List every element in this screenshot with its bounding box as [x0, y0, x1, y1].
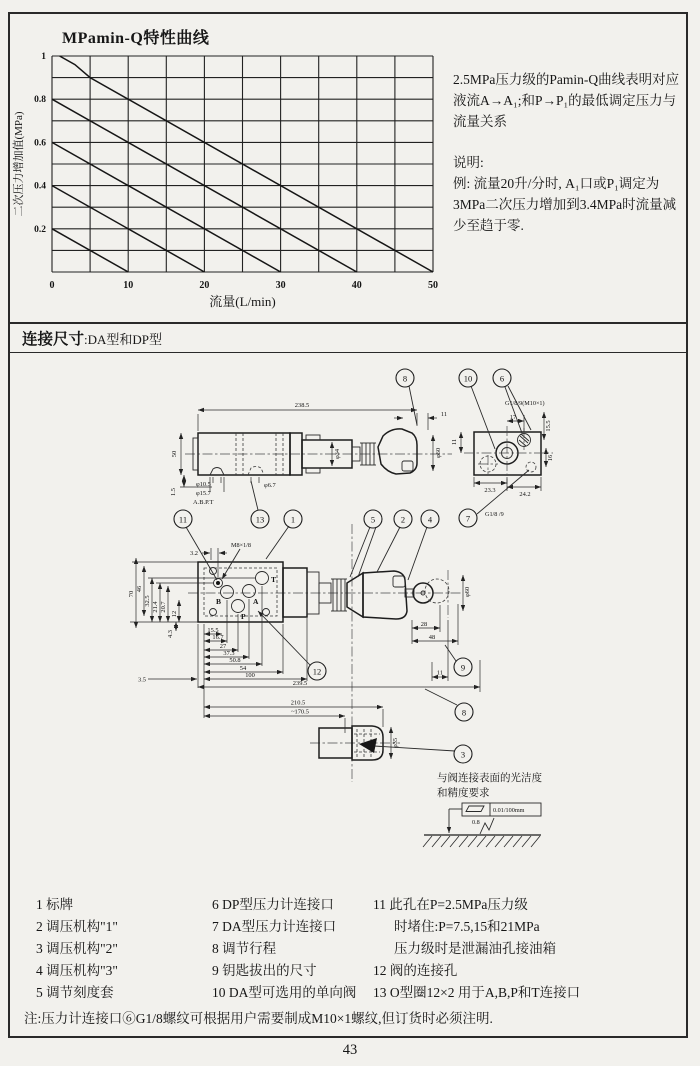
balloon-8 — [396, 369, 414, 387]
port-letter: B — [216, 597, 222, 606]
chart-title: MPamin-Q特性曲线 — [62, 30, 210, 47]
dim-label: 28 — [420, 621, 428, 628]
dim-label: φ10.5 — [196, 481, 211, 488]
description-paragraph: 2.5MPa压力级的Pamin-Q曲线表明对应液流A→A₁;和P→P₁的最低调定压力与流量关系 — [453, 72, 680, 129]
balloon-3 — [454, 745, 472, 763]
dim-label: 11 — [436, 669, 444, 677]
balloon-callouts — [174, 369, 511, 763]
legend-item: 2 调压机构"1" — [36, 919, 118, 934]
svg-text:40: 40 — [351, 280, 362, 291]
svg-text:11: 11 — [178, 514, 188, 525]
legend-item: 时堵住:P=7.5,15和21MPa — [394, 919, 540, 934]
svg-text:0: 0 — [49, 280, 55, 291]
surface-note-line2: 和精度要求 — [437, 788, 490, 799]
svg-text:10: 10 — [123, 280, 134, 291]
dim-label: 4.3 — [167, 630, 174, 638]
svg-text:2: 2 — [400, 514, 406, 525]
balloon-2 — [394, 510, 412, 528]
dim-label: 15.5 — [207, 627, 219, 634]
dim-label: 24.2 — [519, 491, 531, 498]
legend-item: 3 调压机构"2" — [36, 941, 118, 956]
flatness-value: 0.01/100mm — [493, 807, 525, 814]
dim-label: 239.5 — [292, 680, 308, 687]
dimension-drawing — [0, 353, 700, 893]
svg-text:5: 5 — [370, 514, 376, 525]
dim-label: 20.7 — [160, 601, 167, 613]
svg-text:12: 12 — [312, 666, 322, 677]
svg-text:7: 7 — [465, 513, 471, 524]
legend-item: 6 DP型压力计连接口 — [212, 897, 334, 912]
legend-column-1 — [36, 894, 118, 1004]
balloon-4 — [421, 510, 439, 528]
dim-label: 17 — [509, 414, 517, 421]
footnote: 注:压力计连接口⑥G1/8螺纹可根据用户需要制成M10×1螺纹,但订货时必须注明. — [24, 1011, 493, 1026]
dim-label: 48 — [428, 634, 436, 641]
balloon-9 — [454, 658, 472, 676]
balloon-1 — [284, 510, 302, 528]
dim-label: 32.5 — [144, 595, 151, 607]
dim-label: 15.5 — [545, 420, 552, 432]
dim-label: 12 — [171, 610, 178, 618]
dim-label: 3.2 — [190, 550, 198, 557]
dim-label: 11 — [440, 411, 448, 418]
note-body: 例: 流量20升/分时, A₁口或P₁调定为3MPa二次压力增加到3.4MPa时流量减少至趋于零. — [453, 175, 677, 233]
dim-label: 16.7 — [212, 634, 224, 641]
surface-finish-note — [423, 771, 542, 847]
dim-label: 37.3 — [223, 650, 235, 657]
dim-label: 46 — [136, 585, 143, 593]
dim-label: φ34 — [334, 448, 341, 460]
legend-item: 4 调压机构"3" — [36, 963, 118, 978]
dim-label: 16 — [547, 454, 554, 462]
legend-item: 1 标牌 — [36, 897, 74, 912]
middle-top-view — [128, 524, 480, 782]
bottom-detail-view — [310, 709, 455, 760]
balloon-11 — [174, 510, 192, 528]
dim-label: 54 — [239, 665, 247, 672]
legend-column-3 — [373, 894, 580, 1004]
legend-item: 9 钥匙拔出的尺寸 — [212, 963, 317, 978]
svg-text:50: 50 — [428, 280, 438, 291]
dim-label: 50 — [171, 450, 178, 458]
section-subtitle: :DA型和DP型 — [84, 331, 163, 347]
note-title: 说明: — [453, 154, 484, 170]
dim-label: A.B.P.T — [193, 499, 214, 506]
dim-label: 3.5 — [138, 676, 146, 684]
dim-label: 23.3 — [484, 487, 496, 494]
svg-text:0.8: 0.8 — [34, 95, 46, 106]
balloon-5 — [364, 510, 382, 528]
dim-label: 27 — [219, 643, 227, 650]
dim-label: 210.5 — [290, 699, 306, 707]
thread-label: G1/8/9(M10×1) — [505, 400, 545, 407]
dim-label: φ15.7 — [196, 490, 211, 497]
balloon-12 — [308, 662, 326, 680]
chart-description — [453, 70, 689, 236]
svg-text:9: 9 — [460, 662, 466, 673]
section-title: 连接尺寸 — [22, 331, 85, 348]
thread-label: G1/8 /9 — [485, 511, 504, 518]
section-header — [8, 322, 688, 353]
dim-label: 100 — [245, 672, 255, 679]
svg-text:3: 3 — [460, 749, 466, 760]
dim-label: ~170.5 — [291, 708, 309, 716]
legend-item: 11 此孔在P=2.5MPa压力级 — [373, 897, 528, 912]
dim-label: 1.5 — [170, 488, 177, 496]
svg-text:10: 10 — [463, 373, 473, 384]
balloon-10 — [459, 369, 477, 387]
dim-label: 11 — [451, 438, 458, 446]
dim-label: 238.5 — [294, 402, 310, 409]
legend-item: 10 DA型可选用的单向阀 — [212, 985, 357, 1000]
top-side-view — [170, 402, 452, 506]
legend-item: 压力级时是泄漏油孔接油箱 — [394, 941, 556, 956]
dim-label: φ6.7 — [264, 482, 276, 489]
roughness-value: 0.8 — [472, 819, 480, 826]
dim-label: 70 — [128, 590, 135, 598]
dim-label: 21.4 — [152, 601, 159, 613]
dim-label: φ60 — [464, 586, 471, 598]
balloon-8b — [455, 703, 473, 721]
svg-text:8: 8 — [402, 373, 408, 384]
legend-item: 7 DA型压力计连接口 — [212, 919, 337, 934]
svg-text:6: 6 — [499, 373, 505, 384]
port-end-view — [451, 386, 554, 518]
svg-text:0.4: 0.4 — [34, 181, 46, 192]
svg-text:30: 30 — [275, 280, 286, 291]
port-letter: A — [253, 597, 259, 606]
svg-text:4: 4 — [427, 514, 433, 525]
port-letter: T — [271, 575, 277, 584]
dim-label: φ35 — [392, 737, 399, 749]
port-letter: P — [241, 612, 246, 621]
ground-hatch — [423, 836, 540, 847]
balloon-6 — [493, 369, 511, 387]
x-axis-label: 流量(L/min) — [209, 294, 276, 309]
svg-text:0.2: 0.2 — [34, 224, 46, 235]
pressure-flow-chart — [12, 46, 442, 314]
legend-item: 5 调节刻度套 — [36, 985, 114, 1000]
balloon-7 — [459, 509, 477, 527]
svg-text:0.6: 0.6 — [34, 138, 46, 149]
surface-note-line1: 与阀连接表面的光洁度 — [437, 773, 542, 784]
svg-text:13: 13 — [255, 514, 265, 525]
balloon-13 — [251, 510, 269, 528]
legend-column-2 — [212, 894, 356, 1004]
dim-label: 50.8 — [229, 657, 241, 664]
y-axis-label: 二次压力增加值(MPa) — [13, 111, 25, 217]
svg-text:1: 1 — [290, 514, 296, 525]
dim-label: φ60 — [435, 447, 442, 459]
page-number: 43 — [342, 1042, 358, 1058]
legend-item: 12 阀的连接孔 — [373, 963, 458, 978]
svg-text:1: 1 — [41, 52, 46, 62]
thread-label: M8×1/8 — [231, 542, 251, 549]
legend-item: 8 调节行程 — [212, 941, 277, 956]
legend-item: 13 O型圈12×2 用于A,B,P和T连接口 — [373, 985, 581, 1000]
svg-text:20: 20 — [199, 280, 210, 291]
svg-text:8: 8 — [461, 707, 467, 718]
